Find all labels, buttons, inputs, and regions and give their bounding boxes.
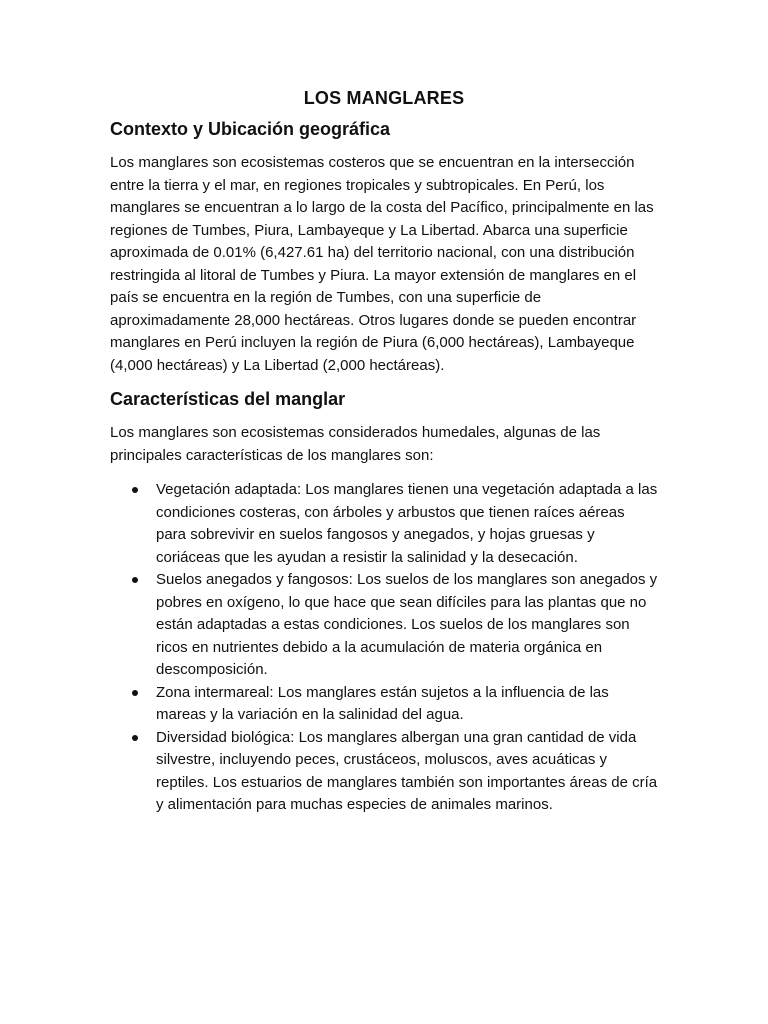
list-item-text: Diversidad biológica: Los manglares albergan una gran cantidad de vida silvestre, incluyendo peces, crustáceos, moluscos, aves acuáticas y reptiles. Los estuarios de manglares también son importantes áreas de cría y alimentación para muchas especies de animales marinos. xyxy=(156,728,658,813)
document-content xyxy=(110,88,658,817)
bullet-icon xyxy=(132,487,138,493)
bullet-icon xyxy=(132,735,138,741)
list-item-text: Suelos anegados y fangosos: Los suelos de los manglares son anegados y pobres en oxígeno, lo que hace que sean difíciles para las plantas que no están adaptadas a estas condiciones. Los suelos de los manglares son ricos en nutrientes debido a la acumulación de materia orgánica en descomposición. xyxy=(156,571,658,678)
list-item xyxy=(110,569,658,682)
list-item-text: Vegetación adaptada: Los manglares tienen una vegetación adaptada a las condiciones costeras, con árboles y arbustos que tienen raíces aéreas para sobrevivir en suelos fangosos y anegados, y hojas gruesas y coriáceas que les ayudan a resistir la salinidad y la desecación. xyxy=(156,481,658,566)
bullet-icon xyxy=(132,690,138,696)
bullet-icon xyxy=(132,577,138,583)
list-item xyxy=(110,727,658,817)
paragraph-caracteristicas-intro: Los manglares son ecosistemas considerados humedales, algunas de las principales características de los manglares son: xyxy=(110,424,601,464)
list-item-text: Zona intermareal: Los manglares están sujetos a la influencia de las mareas y la variación en la salinidad del agua. xyxy=(156,683,609,723)
document-title: LOS MANGLARES xyxy=(303,88,465,108)
section-heading-contexto: Contexto y Ubicación geográfica xyxy=(110,119,391,139)
section-heading-caracteristicas: Características del manglar xyxy=(110,389,346,409)
characteristics-list xyxy=(110,479,658,817)
paragraph-contexto: Los manglares son ecosistemas costeros que se encuentran en la intersección entre la tierra y el mar, en regiones tropicales y subtropicales. En Perú, los manglares se encuentran a lo largo de la costa del Pacífico, principalmente en las regiones de Tumbes, Piura, Lambayeque y La Libertad. Abarca una superficie aproximada de 0.01% (6,427.61 ha) del territorio nacional, con una distribución restringida al litoral de Tumbes y Piura. La mayor extensión de manglares en el país se encuentra en la región de Tumbes, con una superficie de aproximadamente 28,000 hectáreas. Otros lugares donde se pueden encontrar manglares en Perú incluyen la región de Piura (6,000 hectáreas), Lambayeque (4,000 hectáreas) y La Libertad (2,000 hectáreas). xyxy=(110,154,654,374)
list-item xyxy=(110,479,658,569)
list-item xyxy=(110,682,658,727)
